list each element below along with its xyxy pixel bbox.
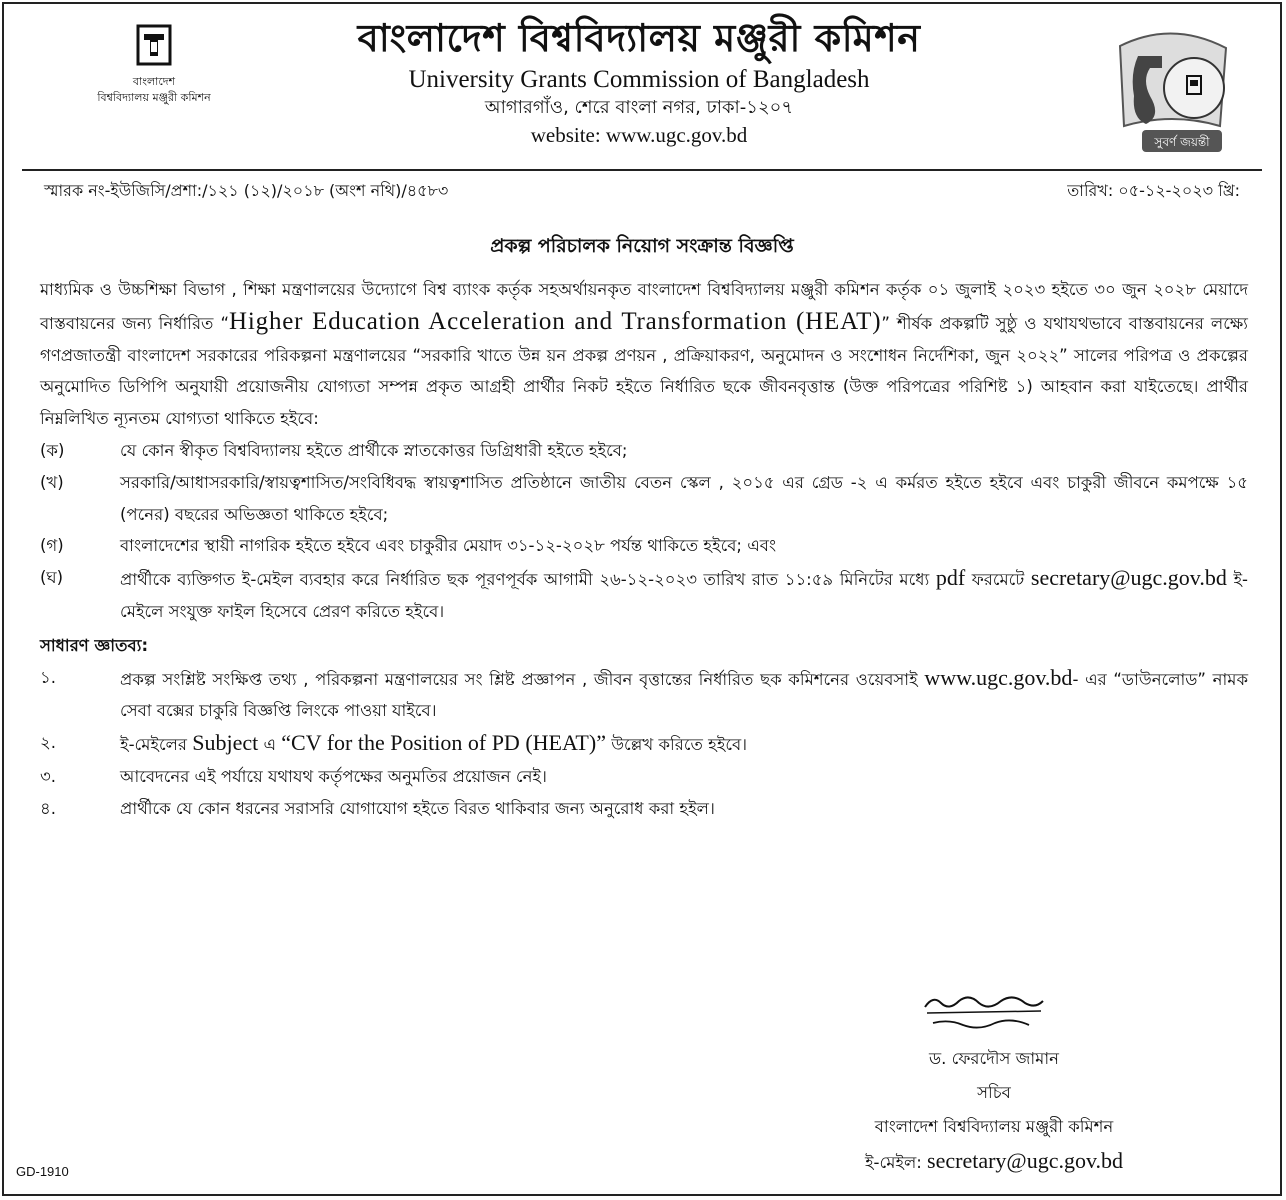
signatory-name: ড. ফেরদৌস জামান [929, 1049, 1059, 1068]
ugc-logo-icon [134, 22, 174, 68]
general-info-label: ১. [40, 667, 56, 687]
intro-paragraph [40, 274, 1248, 435]
qualification-label: (ঘ) [40, 568, 64, 588]
email-subject-line: “CV for the Position of PD (HEAT)” [281, 730, 606, 756]
qualification-item [40, 435, 1248, 467]
intro-text-1: মাধ্যমিক ও উচ্চশিক্ষা বিভাগ , শিক্ষা মন্ত্রণালয়ের উদ্যোগে বিশ্ব ব্যাংক কর্তৃক সহঅর্থায়নকৃত বাংলাদেশ বিশ্ববিদ্যালয় মঞ্জুরী কমিশন কর্তৃক ০১ জুলাই ২০২৩ হইতে ৩০ জুন ২০২৮ মেয়াদে বাস্তবায়নের জন্য নির্ধারিত “ [40, 280, 1248, 333]
qualification-item [40, 530, 1248, 562]
qualification-text: যে কোন স্বীকৃত বিশ্ববিদ্যালয় হইতে প্রার্থীকে স্নাতকোত্তর ডিগ্রিধারী হইতে হইবে; [120, 440, 628, 460]
notice-page [2, 2, 1282, 1196]
general-info-text [120, 727, 1248, 761]
org-name-english: University Grants Commission of Bangladesh [408, 66, 870, 93]
intro-text-2: ” শীর্ষক প্রকল্পটি সুষ্ঠু ও যথাযথভাবে বাস্তবায়নের লক্ষ্যে গণপ্রজাতন্ত্রী বাংলাদেশ সরকারের পরিকল্পনা মন্ত্রণালয়ের “সরকারি খাতে উন্ন য়ন প্রকল্প প্রণয়ন , প্রক্রিয়াকরণ, অনুমোদন ও সংশোধন নির্দেশিকা, জুন ২০২২” সালের পরিপত্র ও প্রকল্পের অনুমোদিত ডিপিপি অনুযায়ী প্রয়োজনীয় যোগ্যতা সম্পন্ন প্রকৃত আগ্রহী প্রার্থীর নিকট হইতে নির্ধারিত ছকে জীবনবৃত্তান্ত (উক্ত পরিপত্রের পরিশিষ্ট ১) আহবান করা যাইতেছে। প্রার্থীর নিম্নলিখিত ন্যূনতম যোগ্যতা থাকিতে হইবে: [40, 313, 1248, 429]
jubilee-caption: সুবর্ণ জয়ন্তী [1154, 135, 1210, 149]
org-website: website: www.ugc.gov.bd [530, 123, 748, 147]
general-info-heading: সাধারণ জ্ঞাতব্য: [40, 635, 149, 655]
qualification-label: (খ) [40, 472, 64, 492]
general-info-text-part: এ [258, 735, 282, 755]
general-info-item [40, 793, 1248, 825]
website-url: www.ugc.gov.bd [924, 664, 1073, 690]
header-divider [22, 169, 1262, 171]
submission-email: secretary@ugc.gov.bd [1030, 565, 1227, 591]
general-info-text-part: প্রকল্প সংশ্লিষ্ট সংক্ষিপ্ত তথ্য , পরিকল্পনা মন্ত্রণালয়ের সং শ্লিষ্ট প্রজ্ঞাপন , জীবন বৃত্তান্তের নির্ধারিত ছক কমিশনের ওয়েবসাই [120, 669, 925, 689]
gd-number: GD-1910 [16, 1164, 69, 1179]
logo-caption-line1: বাংলাদেশ [132, 75, 176, 88]
signatory-designation: সচিব [977, 1083, 1011, 1102]
qualification-text [120, 562, 1248, 628]
qualification-item [40, 562, 1248, 628]
signatory-email-line [784, 1144, 1204, 1180]
qualification-label: (গ) [40, 536, 64, 556]
subject-word: Subject [192, 730, 259, 756]
org-address: আগারগাঁও, শেরে বাংলা নগর, ঢাকা-১২০৭ [484, 97, 794, 118]
pdf-format-text: pdf [935, 565, 966, 591]
general-info-label: ২. [40, 733, 56, 753]
general-info-text-part: ই-মেইলের [120, 735, 193, 755]
logo-caption-line2: বিশ্ববিদ্যালয় মঞ্জুরী কমিশন [97, 91, 211, 104]
qualification-text-part: ই-মেইলে সংযুক্ত ফাইল হিসেবে প্রেরণ করিতে হইবে। [120, 570, 1248, 621]
qualification-text-part: ফরমেটে [965, 570, 1031, 590]
org-name-bangla: বাংলাদেশ বিশ্ববিদ্যালয় মঞ্জুরী কমিশন [357, 16, 921, 60]
letterhead [4, 4, 1280, 172]
general-info-label: ৩. [40, 766, 56, 786]
golden-jubilee-logo-icon [1102, 26, 1242, 156]
letterhead-text [254, 10, 1024, 148]
memo-number: স্মারক নং-ইউজিসি/প্রশা:/১২১ (১২)/২০১৮ (অংশ নথি)/৪৫৮৩ [44, 181, 449, 200]
qualification-text: বাংলাদেশের স্থায়ী নাগরিক হইতে হইবে এবং চাকুরীর মেয়াদ ৩১-১২-২০২৮ পর্যন্ত থাকিতে হইবে; এবং [120, 536, 777, 556]
general-info-text-part: - এর “ডাউনলোড” নামক সেবা বক্সের চাকুরি বিজ্ঞপ্তি লিংকে পাওয়া যাইবে। [120, 669, 1248, 721]
memo-date: তারিখ: ০৫-১২-২০২৩ খ্রি: [1067, 181, 1240, 200]
general-info-item [40, 662, 1248, 728]
general-info-text [120, 662, 1248, 728]
general-info-item [40, 727, 1248, 761]
qualification-text: সরকারি/আধাসরকারি/স্বায়ত্বশাসিত/সংবিধিবদ্ধ স্বায়ত্বশাসিত প্রতিষ্ঠানে জাতীয় বেতন স্কেল , ২০১৫ এর গ্রেড -২ এ কর্মরত হইতে হইবে এবং চাকুরী জীবনে কমপক্ষে ১৫ (পনের) বছরের অভিজ্ঞতা থাকিতে হইবে; [120, 472, 1248, 524]
signatory-organization: বাংলাদেশ বিশ্ববিদ্যালয় মঞ্জুরী কমিশন [874, 1117, 1114, 1136]
general-info-text-part: উল্লেখ করিতে হইবে। [605, 735, 748, 755]
general-info-text: আবেদনের এই পর্যায়ে যথাযথ কর্তৃপক্ষের অনুমতির প্রয়োজন নেই। [120, 766, 547, 786]
general-info-text: প্রার্থীকে যে কোন ধরনের সরাসরি যোগাযোগ হইতে বিরত থাকিবার জন্য অনুরোধ করা হইল। [120, 798, 715, 818]
ugc-logo-block [44, 16, 264, 106]
qualification-item [40, 467, 1248, 531]
qualification-label: (ক) [40, 440, 65, 460]
signatory-email: secretary@ugc.gov.bd [927, 1148, 1124, 1173]
email-label: ই-মেইল: [864, 1153, 928, 1172]
qualification-text-part: প্রার্থীকে ব্যক্তিগত ই-মেইল ব্যবহার করে নির্ধারিত ছক পূরণপূর্বক আগামী ২৬-১২-২০২৩ তারিখ রাত ১১:৫৯ মিনিটের মধ্যে [120, 570, 936, 590]
project-name-english: Higher Education Acceleration and Transformation (HEAT) [229, 307, 882, 335]
general-info-label: ৪. [40, 798, 56, 818]
general-info-item [40, 761, 1248, 793]
signatory-block [784, 1042, 1204, 1180]
notice-title: প্রকল্প পরিচালক নিয়োগ সংক্রান্ত বিজ্ঞপ্তি [490, 235, 794, 257]
handwritten-signature-icon [919, 989, 1049, 1039]
notice-body [40, 274, 1248, 825]
